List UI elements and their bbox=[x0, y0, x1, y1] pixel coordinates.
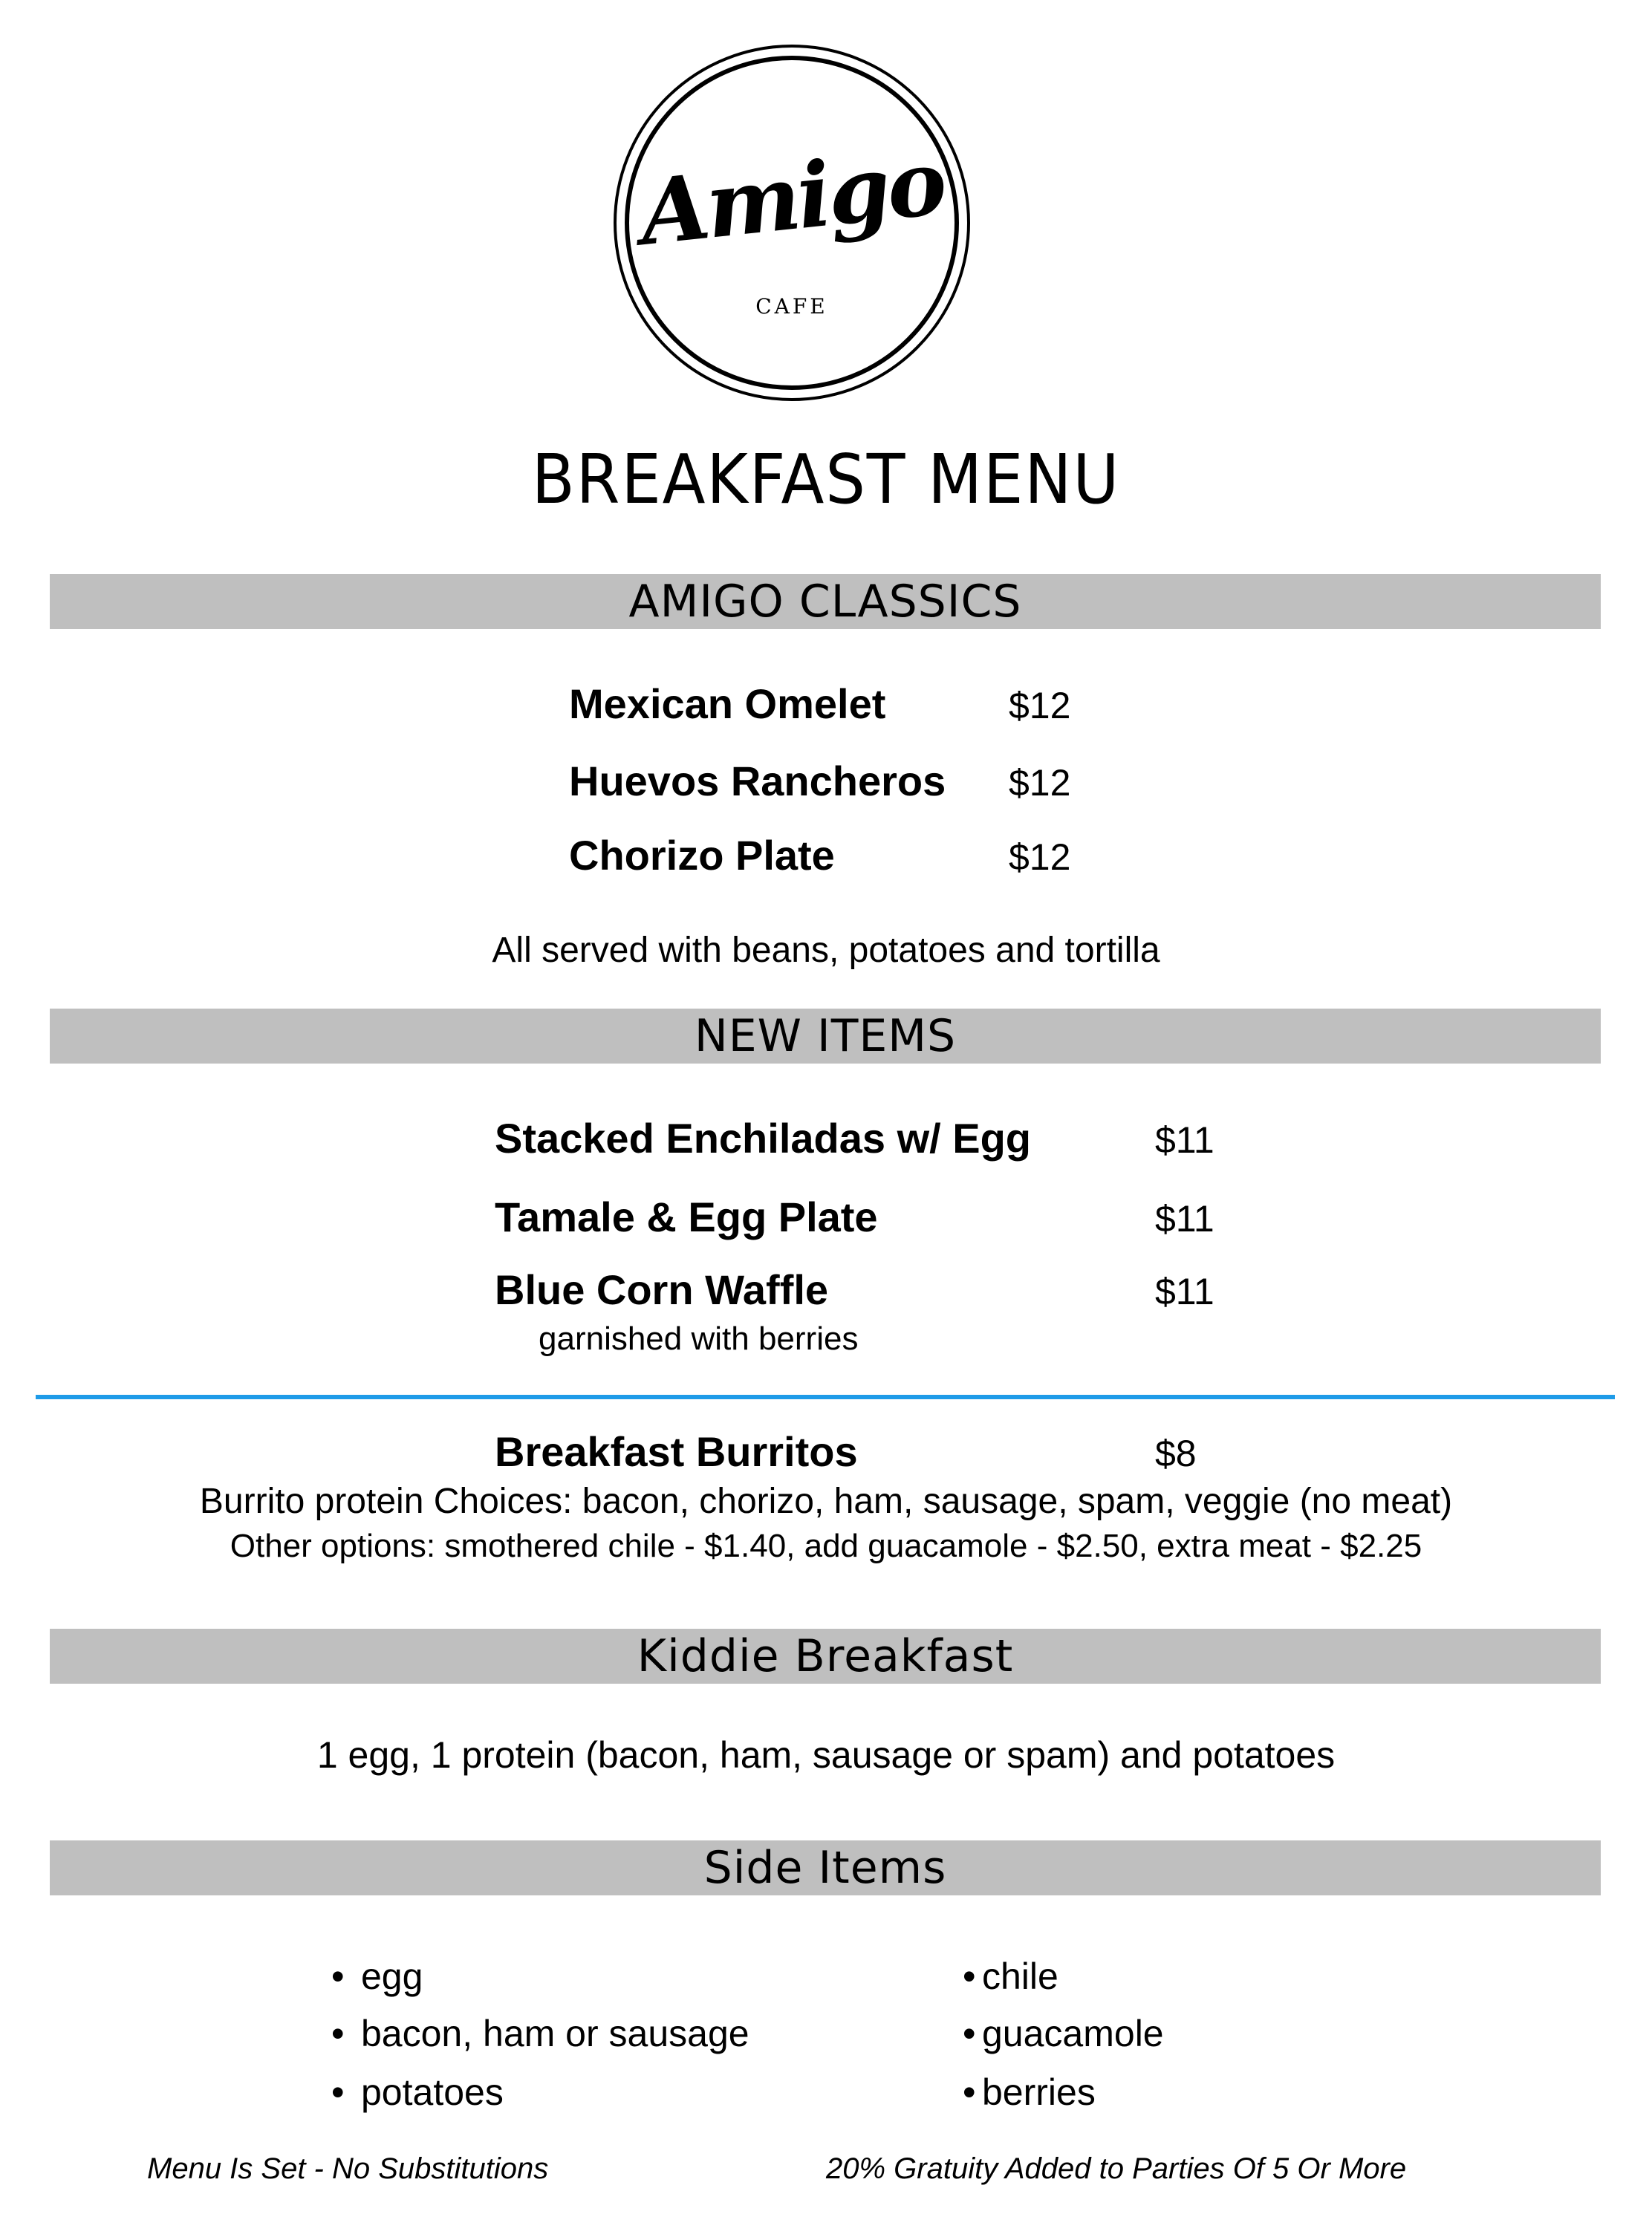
menu-item-name: Chorizo Plate bbox=[569, 832, 835, 879]
menu-item-name: Tamale & Egg Plate bbox=[495, 1194, 878, 1240]
menu-item-price: $11 bbox=[1155, 1198, 1214, 1240]
menu-item-price: $12 bbox=[1009, 685, 1071, 726]
kiddie-description: 1 egg, 1 protein (bacon, ham, sausage or spam) and potatoes bbox=[316, 1734, 1336, 1776]
side-item: • chile bbox=[963, 1956, 1058, 1997]
menu-item-name: Huevos Rancheros bbox=[569, 758, 946, 804]
burrito-other-options: Other options: smothered chile - $1.40, add guacamole - $2.50, extra meat - $2.25 bbox=[230, 1528, 1422, 1564]
section-header-kiddie: Kiddie Breakfast bbox=[50, 1629, 1601, 1684]
menu-item-name: Mexican Omelet bbox=[569, 680, 886, 727]
menu-item-price: $12 bbox=[1009, 762, 1071, 804]
menu-item-price: $12 bbox=[1009, 836, 1071, 878]
menu-item-price: $11 bbox=[1155, 1119, 1214, 1161]
cafe-logo bbox=[611, 42, 973, 404]
menu-item-price: $11 bbox=[1155, 1271, 1214, 1312]
burrito-protein-choices: Burrito protein Choices: bacon, chorizo, ham, sausage, spam, veggie (no meat) bbox=[199, 1482, 1453, 1521]
logo-subtitle: CAFE bbox=[755, 294, 828, 319]
burrito-name: Breakfast Burritos bbox=[495, 1428, 858, 1475]
menu-item-name: Blue Corn Waffle bbox=[495, 1266, 829, 1313]
divider-line bbox=[36, 1395, 1615, 1399]
section-header-sides: Side Items bbox=[50, 1840, 1601, 1895]
menu-item-name: Stacked Enchiladas w/ Egg bbox=[495, 1115, 1032, 1162]
footer-gratuity: 20% Gratuity Added to Parties Of 5 Or More bbox=[826, 2152, 1407, 2185]
page-title: BREAKFAST MENU bbox=[531, 440, 1121, 519]
side-item: • berries bbox=[963, 2071, 1096, 2113]
footer-no-substitutions: Menu Is Set - No Substitutions bbox=[147, 2152, 549, 2185]
side-item: • guacamole bbox=[963, 2013, 1164, 2054]
section-header-new-items: NEW ITEMS bbox=[50, 1009, 1601, 1064]
burrito-price: $8 bbox=[1155, 1433, 1197, 1474]
menu-item-description: garnished with berries bbox=[539, 1321, 859, 1357]
logo-script: Amigo bbox=[634, 129, 949, 267]
section-header-classics: AMIGO CLASSICS bbox=[50, 574, 1601, 629]
side-item: • egg bbox=[331, 1956, 423, 1997]
classics-note: All served with beans, potatoes and tortilla bbox=[492, 931, 1160, 970]
side-item: • potatoes bbox=[331, 2071, 504, 2113]
side-item: • bacon, ham or sausage bbox=[331, 2013, 749, 2054]
